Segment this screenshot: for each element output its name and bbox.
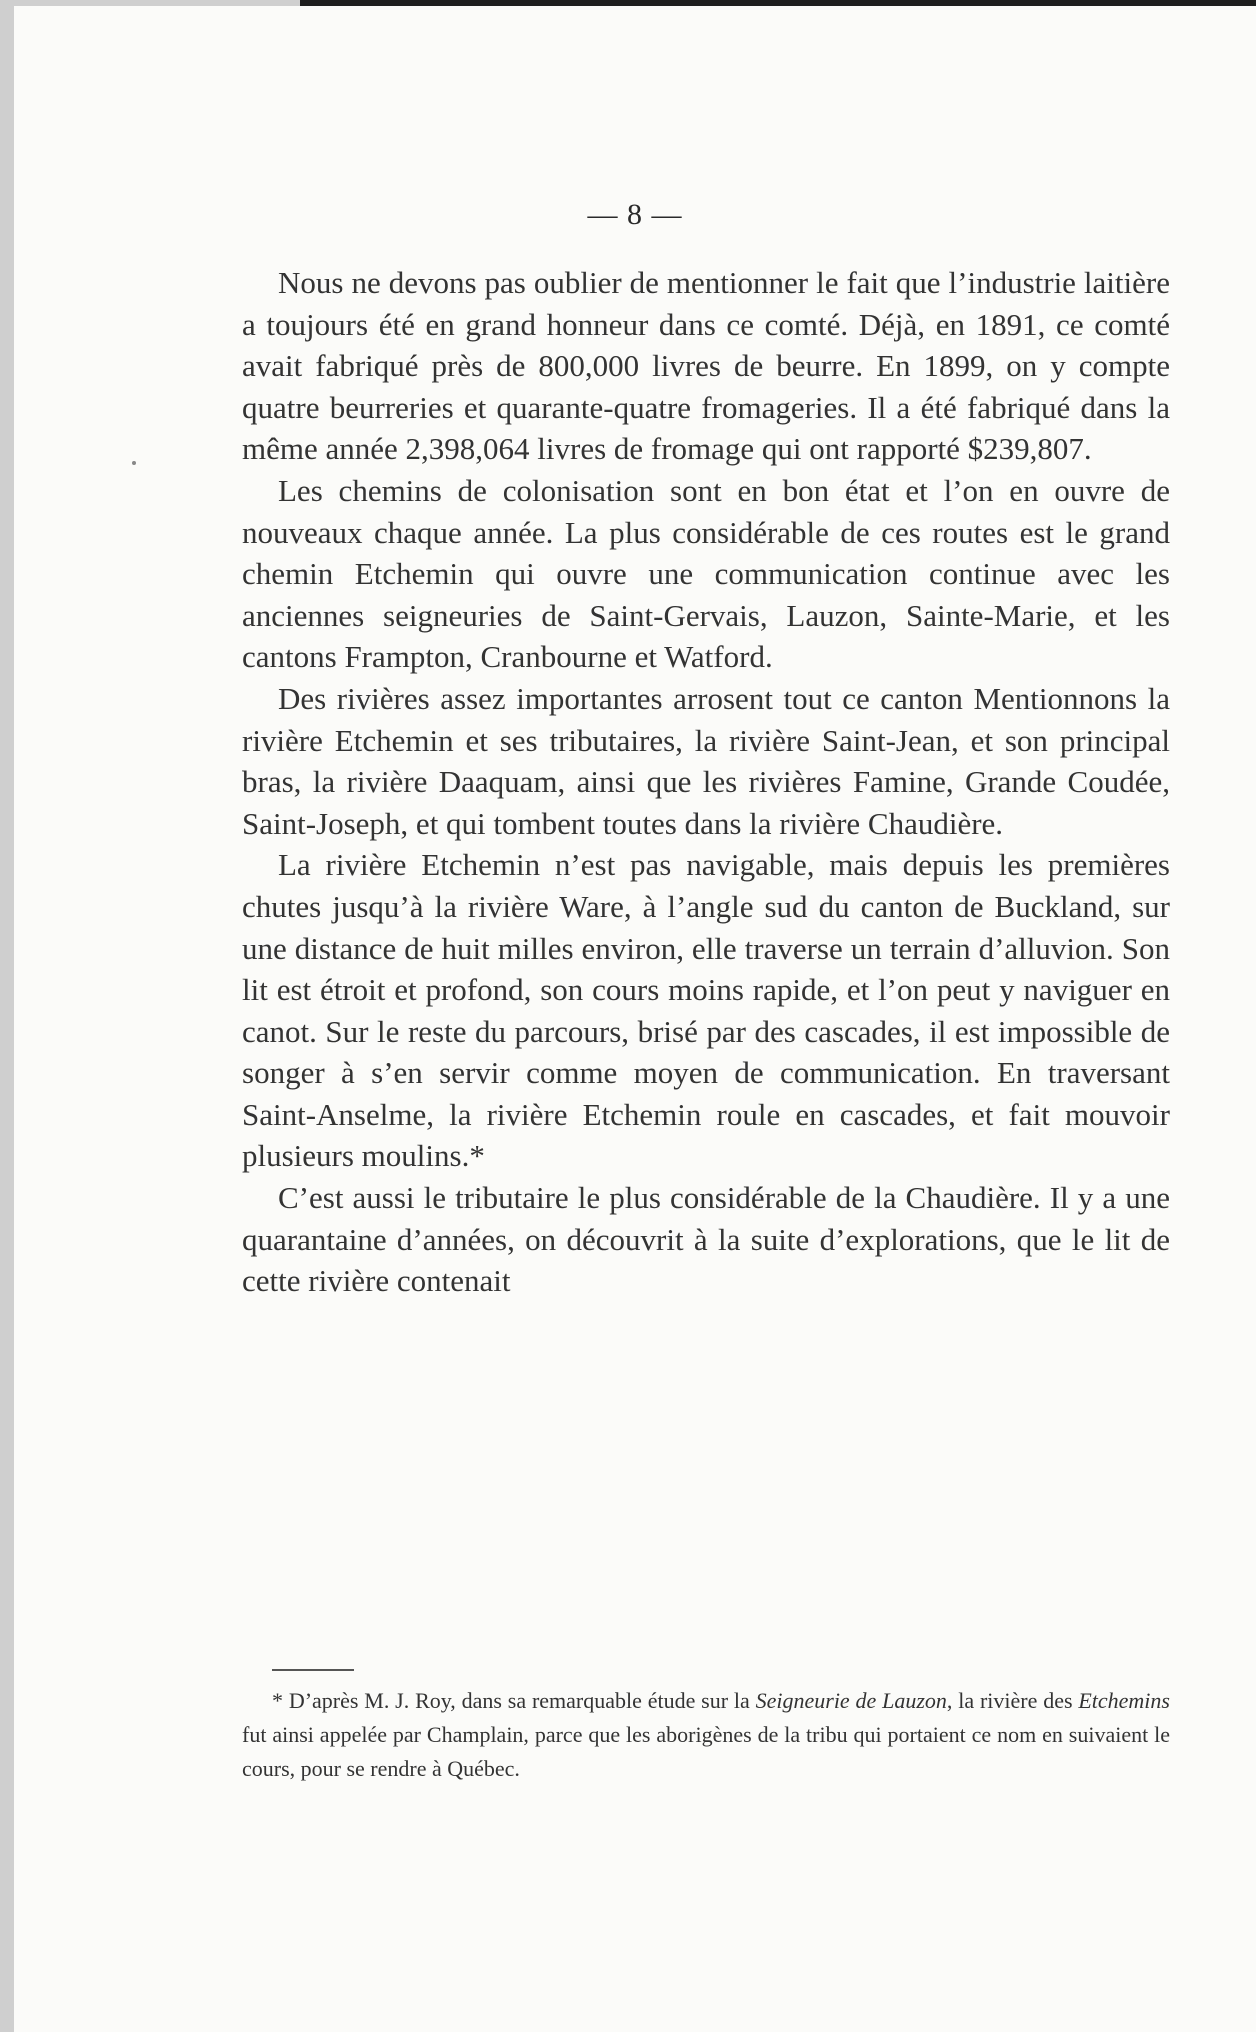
footnote-title: Etchemins	[1078, 1688, 1170, 1713]
paragraph: C’est aussi le tributaire le plus considérable de la Chaudière. Il y a une quarantaine d’années, on découvrit à la suite d’explorations, que le lit de cette rivière contenait	[242, 1180, 1170, 1299]
footnote-marker: *	[272, 1688, 283, 1713]
paragraph: La rivière Etchemin n’est pas navigable, mais depuis les premières chutes jusqu’à la rivière Ware, à l’angle sud du canton de Buckland, sur une distance de huit milles environ, elle traverse un terrain d’alluvion. Son lit est étroit et profond, son cours moins rapide, et l’on peut y naviguer en canot. Sur le reste du parcours, brisé par des cascades, il est impossible de songer à s’en servir comme moyen de communication. En traversant Saint-Anselme, la rivière Etchemin roule en cascades, et fait mouvoir plusieurs moulins.*	[242, 847, 1170, 1174]
main-text	[242, 262, 1170, 1302]
scan-speck	[132, 461, 136, 465]
footnote-text-part: fut ainsi appelée par Champlain, parce que les aborigènes de la tribu qui portaient ce nom en suivaient le cours, pour se rendre à Québec.	[242, 1722, 1170, 1781]
paragraph: Les chemins de colonisation sont en bon état et l’on en ouvre de nouveaux chaque année. La plus considérable de ces routes est le grand chemin Etchemin qui ouvre une communication continue avec les anciennes seigneuries de Saint-Gervais, Lauzon, Sainte-Marie, et les cantons Frampton, Cranbourne et Watford.	[242, 472, 1170, 675]
book-page	[14, 6, 1256, 2032]
footnote-text-part: , la rivière des	[946, 1688, 1079, 1713]
footnote-title: Seigneurie de Lauzon	[755, 1688, 947, 1713]
page-number: — 8 —	[587, 198, 683, 231]
footnote	[242, 1684, 1170, 1786]
paragraph: Des rivières assez importantes arrosent tout ce canton Mentionnons la rivière Etchemin et ses tributaires, la rivière Saint-Jean, et son principal bras, la rivière Daaquam, ainsi que les rivières Famine, Grande Coudée, Saint-Joseph, et qui tombent toutes dans la rivière Chaudière.	[242, 680, 1170, 841]
footnote-divider	[272, 1669, 354, 1671]
footnote-text-part: D’après M. J. Roy, dans sa remarquable étude sur la	[283, 1688, 756, 1713]
paragraph: Nous ne devons pas oublier de mentionner le fait que l’industrie laitière a toujours été en grand honneur dans ce comté. Déjà, en 1891, ce comté avait fabriqué près de 800,000 livres de beurre. En 1899, on y compte quatre beurreries et quarante-quatre fromageries. Il a été fabriqué dans la même année 2,398,064 livres de fromage qui ont rapporté $239,807.	[242, 265, 1170, 467]
footnote-text	[242, 1684, 1170, 1786]
